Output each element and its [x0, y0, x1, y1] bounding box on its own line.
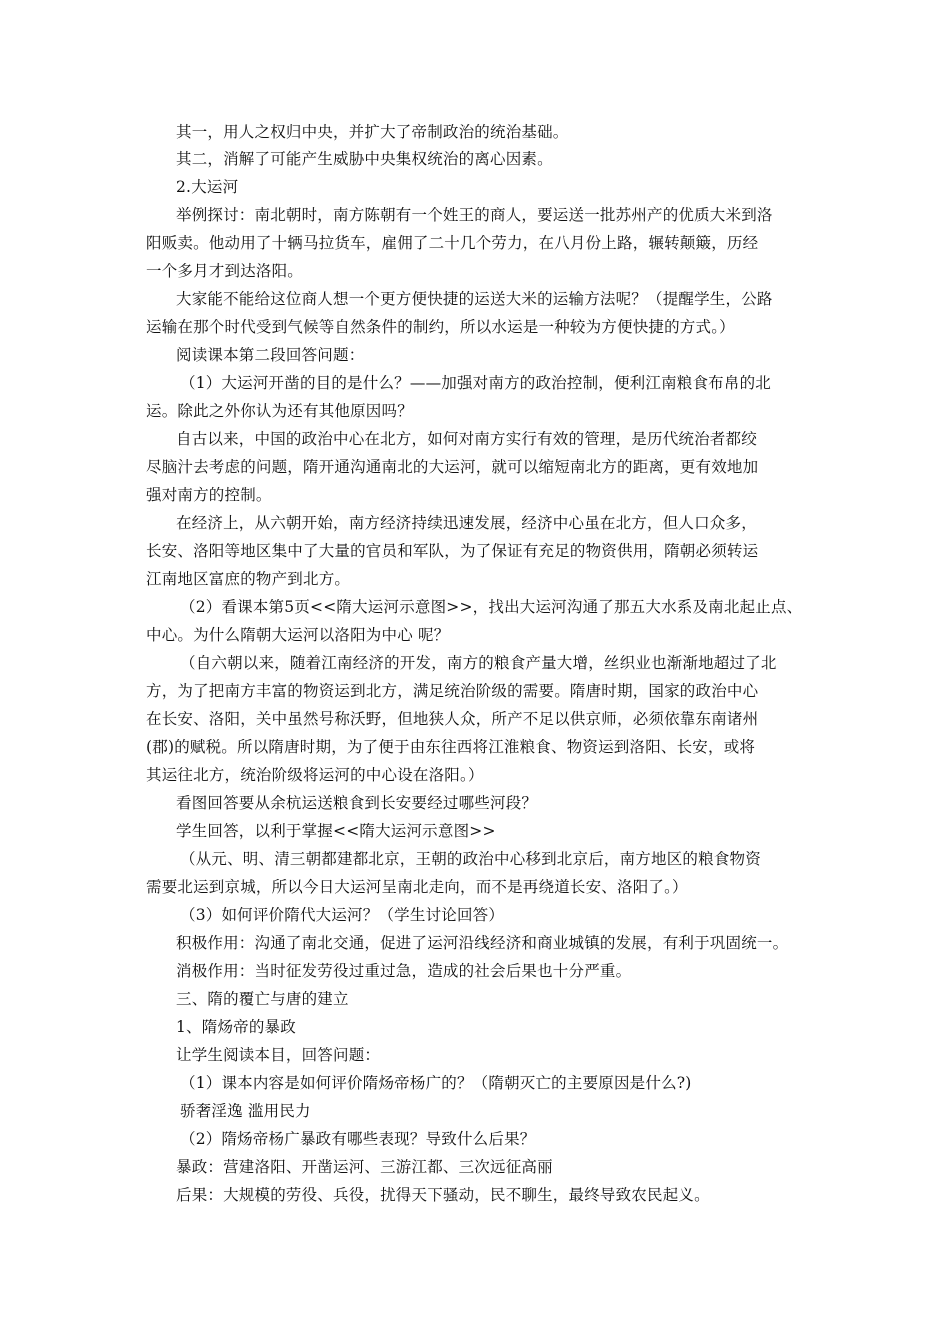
text-line: 需要北运到京城，所以今日大运河呈南北走向，而不是再绕道长安、洛阳了。）: [146, 878, 688, 896]
text-line: 阅读课本第二段回答问题：: [176, 346, 365, 364]
text-line: 其运往北方，统治阶级将运河的中心设在洛阳。）: [146, 766, 484, 784]
text-line: 运输在那个时代受到气候等自然条件的制约，所以水运是一种较为方便快捷的方式。）: [146, 318, 735, 336]
text-line: 在经济上，从六朝开始，南方经济持续迅速发展，经济中心虽在北方，但人口众多，: [176, 514, 757, 532]
text-line: 长安、洛阳等地区集中了大量的官员和军队，为了保证有充足的物资供用，隋朝必须转运: [146, 542, 759, 560]
text-line: 一个多月才到达洛阳。: [146, 262, 304, 280]
section-heading: 2.大运河: [176, 178, 239, 196]
question-line: （1）课本内容是如何评价隋炀帝杨广的？（隋朝灭亡的主要原因是什么?): [180, 1074, 692, 1092]
text-line: 消极作用：当时征发劳役过重过急，造成的社会后果也十分严重。: [176, 962, 632, 980]
text-line: 强对南方的控制。: [146, 486, 272, 504]
question-line: （1）大运河开凿的目的是什么？——加强对南方的政治控制，便利江南粮食布帛的北: [180, 374, 771, 392]
text-line: 在长安、洛阳，关中虽然号称沃野，但地狭人众，所产不足以供京师，必须依靠东南诸州: [146, 710, 759, 728]
text-line: 其二，消解了可能产生威胁中央集权统治的离心因素。: [176, 150, 553, 168]
text-line: 骄奢淫逸 滥用民力: [180, 1102, 311, 1120]
section-heading: 三、隋的覆亡与唐的建立: [176, 990, 349, 1008]
text-line: 自古以来，中国的政治中心在北方，如何对南方实行有效的管理，是历代统治者都绞: [176, 430, 757, 448]
text-line: （从元、明、清三朝都建都北京，王朝的政治中心移到北京后，南方地区的粮食物资: [180, 850, 761, 868]
text-line: 看图回答要从余杭运送粮食到长安要经过哪些河段？: [176, 794, 538, 812]
text-line: 方，为了把南方丰富的物资运到北方，满足统治阶级的需要。隋唐时期，国家的政治中心: [146, 682, 759, 700]
text-line: 让学生阅读本目，回答问题：: [176, 1046, 381, 1064]
text-line: 尽脑汁去考虑的问题，隋开通沟通南北的大运河，就可以缩短南北方的距离，更有效地加: [146, 458, 759, 476]
text-line: 中心。为什么隋朝大运河以洛阳为中心 呢？: [146, 626, 450, 644]
text-line: 大家能不能给这位商人想一个更方便快捷的运送大米的运输方法呢？（提醒学生，公路: [176, 290, 773, 308]
text-line: (郡)的赋税。所以隋唐时期，为了便于由东往西将江淮粮食、物资运到洛阳、长安，或将: [146, 738, 756, 756]
text-line: （自六朝以来，随着江南经济的开发，南方的粮食产量大增，丝织业也渐渐地超过了北: [180, 654, 777, 672]
question-line: （2）看课本第5页<<隋大运河示意图>>，找出大运河沟通了那五大水系及南北起止点、: [180, 598, 803, 616]
text-line: 江南地区富庶的物产到北方。: [146, 570, 351, 588]
text-line: 举例探讨：南北朝时，南方陈朝有一个姓王的商人，要运送一批苏州产的优质大米到洛: [176, 206, 773, 224]
text-line: 运。除此之外你认为还有其他原因吗？: [146, 402, 413, 420]
question-line: （2）隋炀帝杨广暴政有哪些表现？导致什么后果？: [180, 1130, 536, 1148]
text-line: 学生回答，以利于掌握<<隋大运河示意图>>: [176, 822, 496, 840]
text-line: 暴政：营建洛阳、开凿运河、三游江都、三次远征高丽: [176, 1158, 553, 1176]
text-line: 积极作用：沟通了南北交通，促进了运河沿线经济和商业城镇的发展，有利于巩固统一。: [176, 934, 789, 952]
question-line: （3）如何评价隋代大运河？（学生讨论回答）: [180, 906, 505, 924]
subsection-heading: 1、隋炀帝的暴政: [176, 1018, 296, 1036]
text-line: 阳贩卖。他动用了十辆马拉货车，雇佣了二十几个劳力，在八月份上路，辗转颠簸，历经: [146, 234, 759, 252]
text-line: 后果：大规模的劳役、兵役，扰得天下骚动，民不聊生，最终导致农民起义。: [176, 1186, 710, 1204]
text-line: 其一，用人之权归中央，并扩大了帝制政治的统治基础。: [176, 123, 569, 141]
